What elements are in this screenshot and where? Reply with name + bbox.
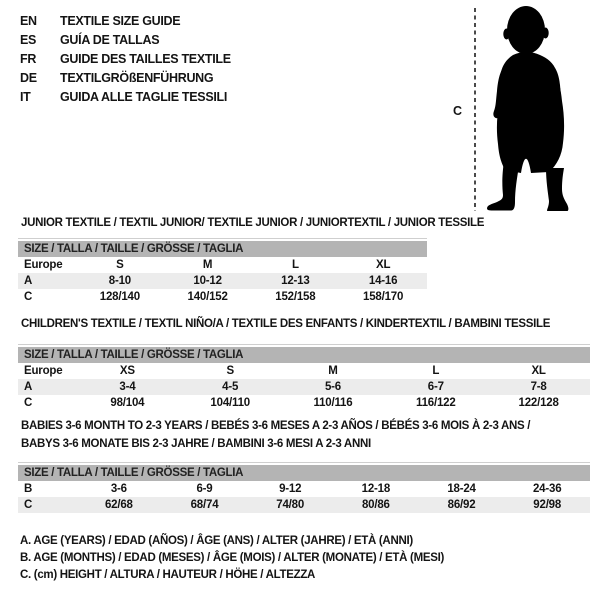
size-cell: 128/140: [99, 291, 140, 303]
row-label: Europe: [24, 365, 63, 377]
size-header-bar: SIZE / TALLA / TAILLE / GRÖSSE / TAGLIA: [18, 347, 590, 363]
table-row: [18, 395, 590, 411]
table-top-rule: [18, 462, 590, 463]
size-cell: 68/74: [190, 499, 219, 511]
size-cell: S: [116, 259, 124, 271]
footnotes: [20, 533, 444, 584]
table-row: [18, 363, 590, 379]
language-code: FR: [20, 52, 37, 66]
size-cell: 9-12: [279, 483, 302, 495]
size-cell: 80/86: [361, 499, 390, 511]
row-label: C: [24, 291, 33, 303]
size-cell: 6-9: [196, 483, 213, 495]
size-cell: 14-16: [368, 275, 398, 287]
size-cell: XL: [375, 259, 391, 271]
footnote-b: B. AGE (MONTHS) / EDAD (MESES) / ÂGE (MOIS) / ALTER (MONATE) / ETÀ (MESI): [20, 552, 445, 564]
size-cell: L: [291, 259, 299, 271]
size-cell: 98/104: [110, 397, 145, 409]
babies-title-line1: BABIES 3-6 MONTH TO 2-3 YEARS / BEBÉS 3-6 MESES A 2-3 AÑOS / BÉBÉS 3-6 MOIS À 2-3 ANS /: [21, 420, 531, 432]
size-cell: XS: [119, 365, 135, 377]
table-row: [18, 273, 427, 289]
row-label: B: [24, 483, 33, 495]
size-cell: 122/128: [518, 397, 559, 409]
footnote-c: C. (cm) HEIGHT / ALTURA / HAUTEUR / HÖHE / ALTEZZA: [20, 569, 316, 581]
size-cell: 104/110: [210, 397, 250, 409]
language-title: GUIDE DES TAILLES TEXTILE: [60, 52, 231, 66]
children-size-table: [18, 344, 590, 411]
size-cell: 74/80: [276, 499, 305, 511]
size-cell: 24-36: [532, 483, 562, 495]
size-cell: 4-5: [222, 381, 239, 393]
row-label: A: [24, 381, 33, 393]
language-row-de: [20, 69, 231, 88]
size-cell: 110/116: [313, 397, 353, 409]
babies-title-line2: BABYS 3-6 MONATE BIS 2-3 JAHRE / BAMBINI 3-6 MESI A 2-3 ANNI: [21, 437, 371, 450]
table-top-rule: [18, 238, 427, 239]
language-row-en: [20, 12, 231, 31]
language-code: IT: [20, 90, 31, 104]
language-code: ES: [20, 33, 37, 47]
size-cell: 116/122: [416, 397, 456, 409]
size-header-bar: SIZE / TALLA / TAILLE / GRÖSSE / TAGLIA: [18, 241, 427, 257]
language-title: GUIDA ALLE TAGLIE TESSILI: [60, 90, 228, 104]
table-row: [18, 289, 427, 305]
baby-silhouette: [484, 3, 596, 211]
language-row-it: [20, 88, 231, 107]
babies-section-title: [21, 418, 581, 453]
footnote-a: A. AGE (YEARS) / EDAD (AÑOS) / ÂGE (ANS) / ALTER (JAHRE) / ETÀ (ANNI): [20, 535, 413, 547]
junior-size-table: [18, 238, 427, 305]
row-label: C: [24, 499, 33, 511]
row-label: C: [24, 397, 33, 409]
size-cell: 152/158: [275, 291, 316, 303]
height-measure-dashed-line: [474, 8, 476, 211]
row-label: Europe: [24, 259, 63, 271]
language-code: EN: [20, 14, 37, 28]
language-title: GUÍA DE TALLAS: [60, 33, 160, 47]
language-row-es: [20, 31, 231, 50]
size-cell: 10-12: [193, 275, 222, 287]
size-cell: 140/152: [187, 291, 228, 303]
baby-left-leg: [487, 161, 519, 211]
table-row: [18, 379, 590, 395]
size-cell: M: [202, 259, 213, 271]
size-cell: 3-6: [110, 483, 127, 495]
size-cell: 86/92: [447, 499, 476, 511]
size-cell: 3-4: [119, 381, 136, 393]
row-label: A: [24, 275, 33, 287]
language-row-fr: [20, 50, 231, 69]
baby-right-leg: [546, 168, 568, 211]
language-list: [20, 12, 231, 107]
size-cell: 12-18: [361, 483, 391, 495]
language-code: DE: [20, 71, 37, 85]
table-row: [18, 257, 427, 273]
babies-size-table: [18, 462, 590, 513]
children-section-title: CHILDREN'S TEXTILE / TEXTIL NIÑO/A / TEXTILE DES ENFANTS / KINDERTEXTIL / BAMBINI TESSILE: [21, 318, 551, 330]
junior-section-title: JUNIOR TEXTILE / TEXTIL JUNIOR/ TEXTILE JUNIOR / JUNIORTEXTIL / JUNIOR TESSILE: [21, 217, 485, 229]
table-row: [18, 497, 590, 513]
height-measure-label: C: [453, 104, 463, 118]
size-cell: 5-6: [324, 381, 341, 393]
size-cell: XL: [531, 365, 546, 377]
size-header-bar: SIZE / TALLA / TAILLE / GRÖSSE / TAGLIA: [18, 465, 590, 481]
size-cell: 158/170: [363, 291, 404, 303]
baby-head: [507, 6, 545, 54]
size-cell: 18-24: [447, 483, 476, 495]
table-row: [18, 481, 590, 497]
size-cell: 12-13: [281, 275, 310, 287]
size-cell: 62/68: [104, 499, 133, 511]
size-cell: S: [226, 365, 234, 377]
size-cell: M: [328, 365, 338, 377]
language-title: TEXTILE SIZE GUIDE: [60, 14, 181, 28]
language-title: TEXTILGRÖßENFÜHRUNG: [60, 71, 214, 85]
size-cell: 92/98: [533, 499, 562, 511]
size-cell: 6-7: [427, 381, 444, 393]
size-cell: L: [432, 365, 440, 377]
size-cell: 7-8: [530, 381, 547, 393]
table-top-rule: [18, 344, 590, 345]
size-cell: 8-10: [108, 275, 131, 287]
